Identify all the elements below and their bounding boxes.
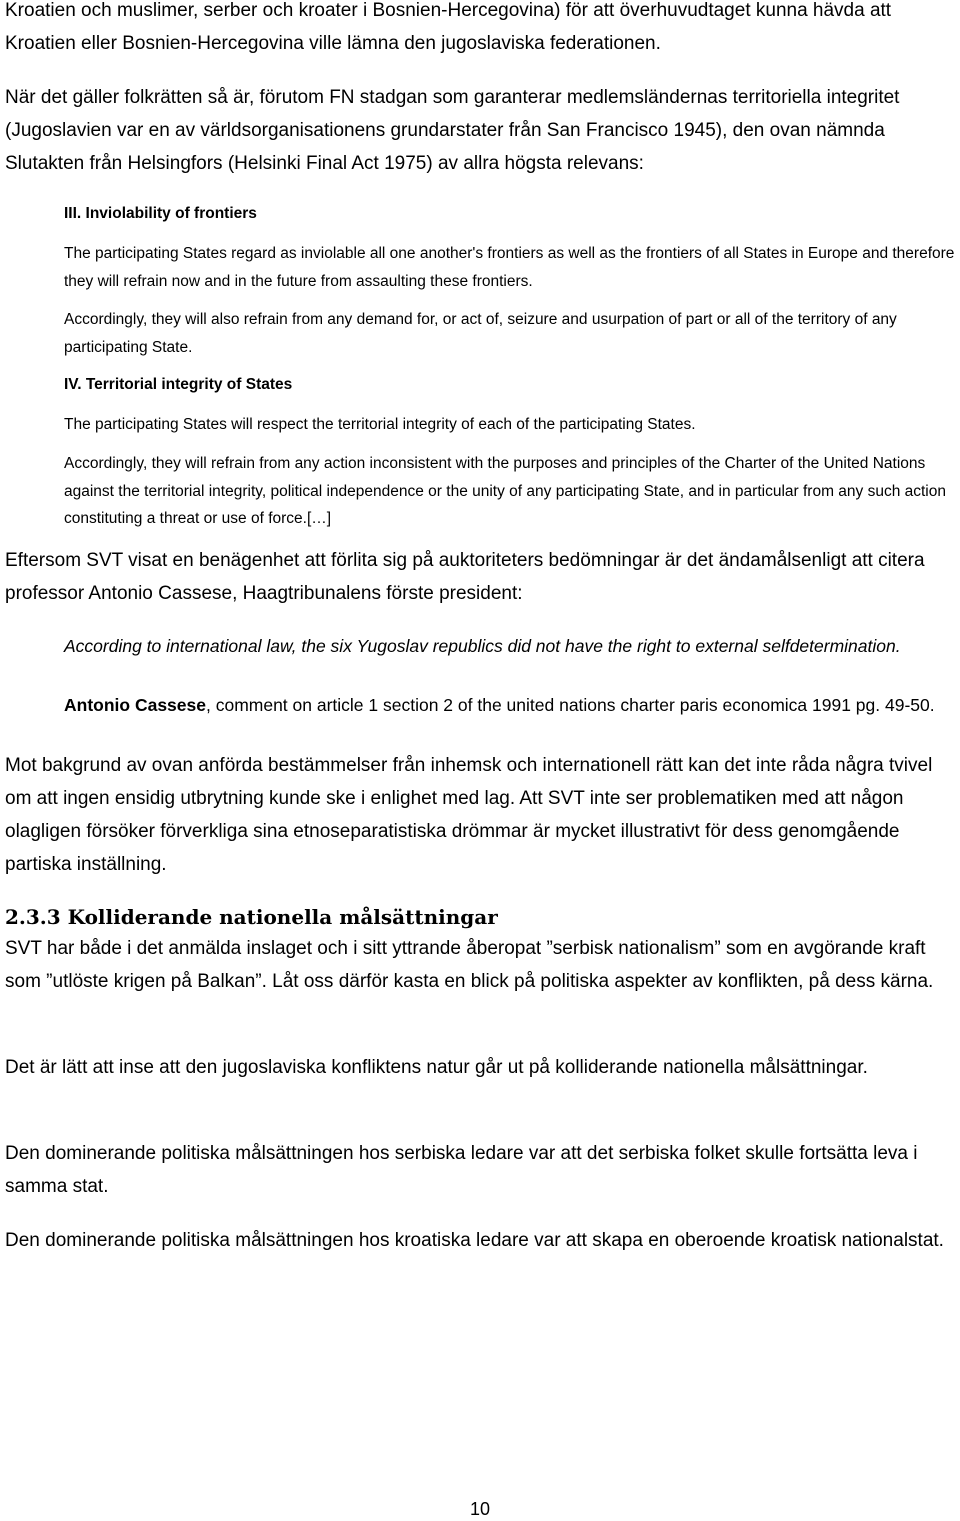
helsinki-heading-iv: IV. Territorial integrity of States [64, 376, 293, 393]
helsinki-iv-paragraph-2: Accordingly, they will refrain from any action inconsistent with the purposes and principles of the Charter of the United Nations against the territorial integrity, political independence or the unity of any participating State, and in particular from any such action constituting a threat or use of force.[…] [64, 455, 946, 527]
helsinki-heading-iii: III. Inviolability of frontiers [64, 205, 257, 222]
cassese-author: Antonio Cassese [64, 695, 206, 715]
section-paragraph-2: Det är lätt att inse att den jugoslaviska konfliktens natur går ut på kolliderande nationella målsättningar. [5, 1057, 868, 1078]
cassese-source-text: , comment on article 1 section 2 of the united nations charter paris economica 1991 pg. 49-50. [205, 695, 935, 715]
section-paragraph-3: Den dominerande politiska målsättningen hos serbiska ledare var att det serbiska folket skulle fortsätta leva i samma stat. [5, 1143, 918, 1197]
section-paragraph-1: SVT har både i det anmälda inslaget och i sitt yttrande åberopat ”serbisk nationalism” som en avgörande kraft som ”utlöste krigen på Balkan”. Låt oss därför kasta en blick på politiska aspekter av konflikten, på dess kärna. [5, 938, 934, 992]
section-paragraph-4: Den dominerande politiska målsättningen hos kroatiska ledare var att skapa en oberoende kroatisk nationalstat. [5, 1230, 944, 1251]
helsinki-iii-paragraph-2: Accordingly, they will also refrain from any demand for, or act of, seizure and usurpation of part or all of the territory of any participating State. [64, 311, 897, 356]
paragraph-intro: Kroatien och muslimer, serber och kroater i Bosnien-Hercegovina) för att överhuvudtaget kunna hävda att Kroatien eller Bosnien-Hercegovina ville lämna den jugoslaviska federationen. [5, 0, 892, 54]
paragraph-folkratt: När det gäller folkrätten så är, förutom FN stadgan som garanterar medlemsländernas territoriella integritet (Jugoslavien var en av världsorganisationens grundarstater från San Francisco 1945), den ovan nämnda Slutakten från Helsingfors (Helsinki Final Act 1975) av allra högsta relevans: [5, 87, 900, 174]
page-number: 10 [469, 1499, 491, 1519]
paragraph-eftersom: Eftersom SVT visat en benägenhet att förlita sig på auktoriteters bedömningar är det ändamålsenligt att citera professor Antonio Cassese, Haagtribunalens förste president: [5, 550, 925, 604]
section-heading-2-3-3: 2.3.3 Kolliderande nationella målsättningar [5, 905, 498, 929]
cassese-quote: According to international law, the six Yugoslav republics did not have the right to external selfdetermination. [64, 636, 901, 656]
helsinki-iii-paragraph-1: The participating States regard as inviolable all one another's frontiers as well as the frontiers of all States in Europe and therefore they will refrain now and in the future from assaulting these frontiers. [64, 245, 955, 290]
paragraph-mot-bakgrund: Mot bakgrund av ovan anförda bestämmelser från inhemsk och internationell rätt kan det inte råda några tvivel om att ingen ensidig utbrytning kunde ske i enlighet med lag. Att SVT inte ser problematiken med att någon olagligen försöker förverkliga sina etnoseparatistiska drömmar är mycket illustrativt för dess genomgående partiska inställning. [5, 755, 933, 875]
cassese-source [64, 690, 956, 720]
helsinki-iv-paragraph-1: The participating States will respect the territorial integrity of each of the participating States. [64, 416, 696, 433]
